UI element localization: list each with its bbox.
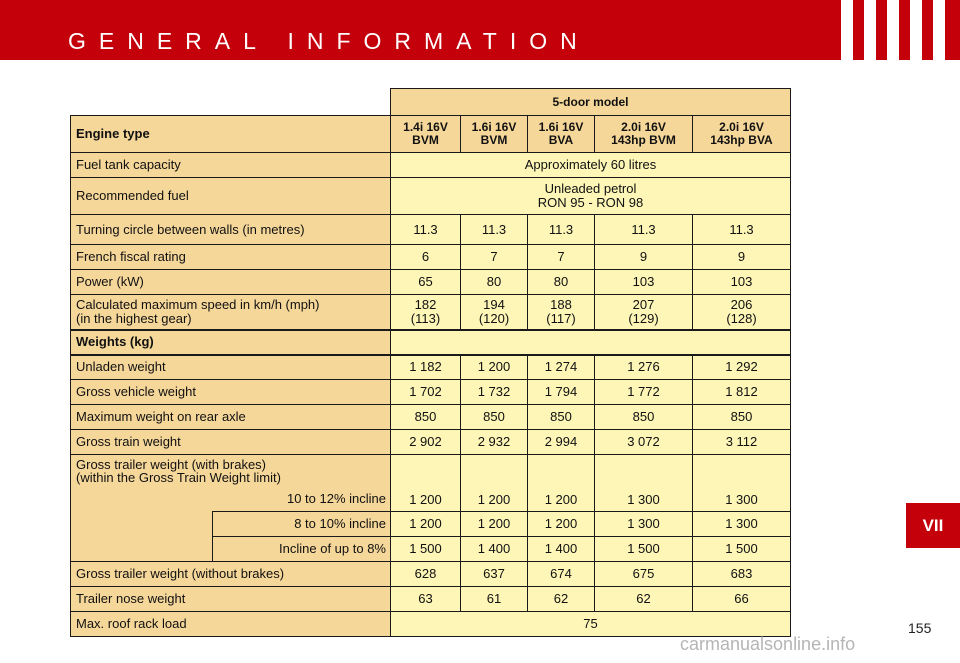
value-cell: 683 <box>693 562 791 587</box>
value-cell: 1 300 <box>693 455 791 512</box>
value-cell: 1 200 <box>461 455 528 512</box>
weights-heading-row <box>71 330 791 355</box>
value-cell: 103 <box>595 270 693 295</box>
roof-rack-value: 75 <box>391 612 791 637</box>
value-cell: 62 <box>595 587 693 612</box>
engine-header: 1.4i 16V BVM <box>391 116 461 153</box>
value-cell: 850 <box>461 405 528 430</box>
incline-row <box>71 512 791 537</box>
value-cell: 2 932 <box>461 430 528 455</box>
engine-type-label: Engine type <box>71 116 391 153</box>
value-cell: 9 <box>595 245 693 270</box>
row-label: Unladen weight <box>71 355 391 380</box>
engine-header: 2.0i 16V 143hp BVA <box>693 116 791 153</box>
header-bar <box>0 0 960 60</box>
value-cell: 1 200 <box>461 512 528 537</box>
value-cell: 7 <box>461 245 528 270</box>
header-stripe <box>887 0 899 60</box>
value-cell: 628 <box>391 562 461 587</box>
value-cell: 103 <box>693 270 791 295</box>
value-cell: 1 182 <box>391 355 461 380</box>
recommended-fuel-value: Unleaded petrol RON 95 - RON 98 <box>391 178 791 215</box>
row-label: Power (kW) <box>71 270 391 295</box>
value-cell: 1 702 <box>391 380 461 405</box>
value-cell: 2 994 <box>528 430 595 455</box>
value-cell: 207 (129) <box>595 295 693 330</box>
turning-circle-row <box>71 215 791 245</box>
value-cell: 9 <box>693 245 791 270</box>
value-cell: 80 <box>461 270 528 295</box>
header-stripe <box>933 0 945 60</box>
value-cell: 1 200 <box>528 512 595 537</box>
value-cell: 7 <box>528 245 595 270</box>
value-cell: 63 <box>391 587 461 612</box>
incline-row <box>71 537 791 562</box>
value-cell: 11.3 <box>595 215 693 245</box>
value-cell: 1 500 <box>595 537 693 562</box>
value-cell: 80 <box>528 270 595 295</box>
value-cell: 1 812 <box>693 380 791 405</box>
chapter-tab: VII <box>906 503 960 548</box>
row-label: Maximum weight on rear axle <box>71 405 391 430</box>
incline-label: 10 to 12% incline <box>286 491 386 506</box>
value-cell: 850 <box>391 405 461 430</box>
trailer-unbraked-row <box>71 562 791 587</box>
value-cell: 1 300 <box>595 512 693 537</box>
nose-weight-row <box>71 587 791 612</box>
row-label: Turning circle between walls (in metres) <box>71 215 391 245</box>
value-cell: 1 794 <box>528 380 595 405</box>
value-cell: 850 <box>595 405 693 430</box>
trailer-braked-label: Gross trailer weight (with brakes) (within the Gross Train Weight limit) 10 to 12% incline <box>71 455 391 512</box>
fiscal-rating-row <box>71 245 791 270</box>
value-cell: 11.3 <box>391 215 461 245</box>
row-label: Gross trailer weight (without brakes) <box>71 562 391 587</box>
row-label: Trailer nose weight <box>71 587 391 612</box>
value-cell: 1 200 <box>528 455 595 512</box>
value-cell: 65 <box>391 270 461 295</box>
incline-label: 8 to 10% incline <box>213 512 391 537</box>
value-cell: 1 200 <box>391 455 461 512</box>
value-cell: 1 300 <box>595 455 693 512</box>
max-speed-row <box>71 295 791 330</box>
unladen-weight-row <box>71 355 791 380</box>
row-label: Max. roof rack load <box>71 612 391 637</box>
value-cell: 1 400 <box>528 537 595 562</box>
fuel-tank-value: Approximately 60 litres <box>391 153 791 178</box>
value-cell: 61 <box>461 587 528 612</box>
value-cell: 206 (128) <box>693 295 791 330</box>
value-cell: 1 200 <box>391 512 461 537</box>
trailer-braked-row <box>71 455 791 512</box>
value-cell: 11.3 <box>693 215 791 245</box>
value-cell: 2 902 <box>391 430 461 455</box>
model-title: 5-door model <box>391 89 791 116</box>
value-cell: 1 500 <box>693 537 791 562</box>
value-cell: 850 <box>528 405 595 430</box>
value-cell: 1 732 <box>461 380 528 405</box>
page-number: 155 <box>908 620 932 636</box>
engine-header: 2.0i 16V 143hp BVM <box>595 116 693 153</box>
row-label: French fiscal rating <box>71 245 391 270</box>
incline-label: Incline of up to 8% <box>213 537 391 562</box>
value-cell: 1 500 <box>391 537 461 562</box>
model-row <box>71 89 791 116</box>
value-cell: 675 <box>595 562 693 587</box>
value-cell: 1 276 <box>595 355 693 380</box>
value-cell: 850 <box>693 405 791 430</box>
engine-header: 1.6i 16V BVA <box>528 116 595 153</box>
recommended-fuel-row <box>71 178 791 215</box>
value-cell: 3 112 <box>693 430 791 455</box>
header-stripe <box>841 0 853 60</box>
value-cell: 1 300 <box>693 512 791 537</box>
value-cell: 1 292 <box>693 355 791 380</box>
row-label: Gross vehicle weight <box>71 380 391 405</box>
value-cell: 6 <box>391 245 461 270</box>
header-stripe <box>864 0 876 60</box>
row-label: Calculated maximum speed in km/h (mph) (in the highest gear) <box>71 295 391 330</box>
value-cell: 1 274 <box>528 355 595 380</box>
gross-vehicle-weight-row <box>71 380 791 405</box>
roof-rack-row <box>71 612 791 637</box>
value-cell: 62 <box>528 587 595 612</box>
value-cell: 1 200 <box>461 355 528 380</box>
value-cell: 182 (113) <box>391 295 461 330</box>
value-cell: 188 (117) <box>528 295 595 330</box>
value-cell: 674 <box>528 562 595 587</box>
row-label: Fuel tank capacity <box>71 153 391 178</box>
row-label: Recommended fuel <box>71 178 391 215</box>
power-row <box>71 270 791 295</box>
technical-data-table <box>70 88 791 637</box>
max-rear-axle-row <box>71 405 791 430</box>
value-cell: 11.3 <box>528 215 595 245</box>
row-label: Gross train weight <box>71 430 391 455</box>
value-cell: 194 (120) <box>461 295 528 330</box>
value-cell: 1 400 <box>461 537 528 562</box>
value-cell: 1 772 <box>595 380 693 405</box>
value-cell: 637 <box>461 562 528 587</box>
fuel-tank-row <box>71 153 791 178</box>
engine-type-row <box>71 116 791 153</box>
gross-train-weight-row <box>71 430 791 455</box>
page-title: GENERAL INFORMATION <box>68 28 590 54</box>
value-cell: 66 <box>693 587 791 612</box>
empty-cell <box>391 330 791 355</box>
header-stripe <box>910 0 922 60</box>
engine-header: 1.6i 16V BVM <box>461 116 528 153</box>
value-cell: 3 072 <box>595 430 693 455</box>
watermark: carmanualsonline.info <box>680 634 856 654</box>
value-cell: 11.3 <box>461 215 528 245</box>
weights-heading: Weights (kg) <box>71 330 391 355</box>
